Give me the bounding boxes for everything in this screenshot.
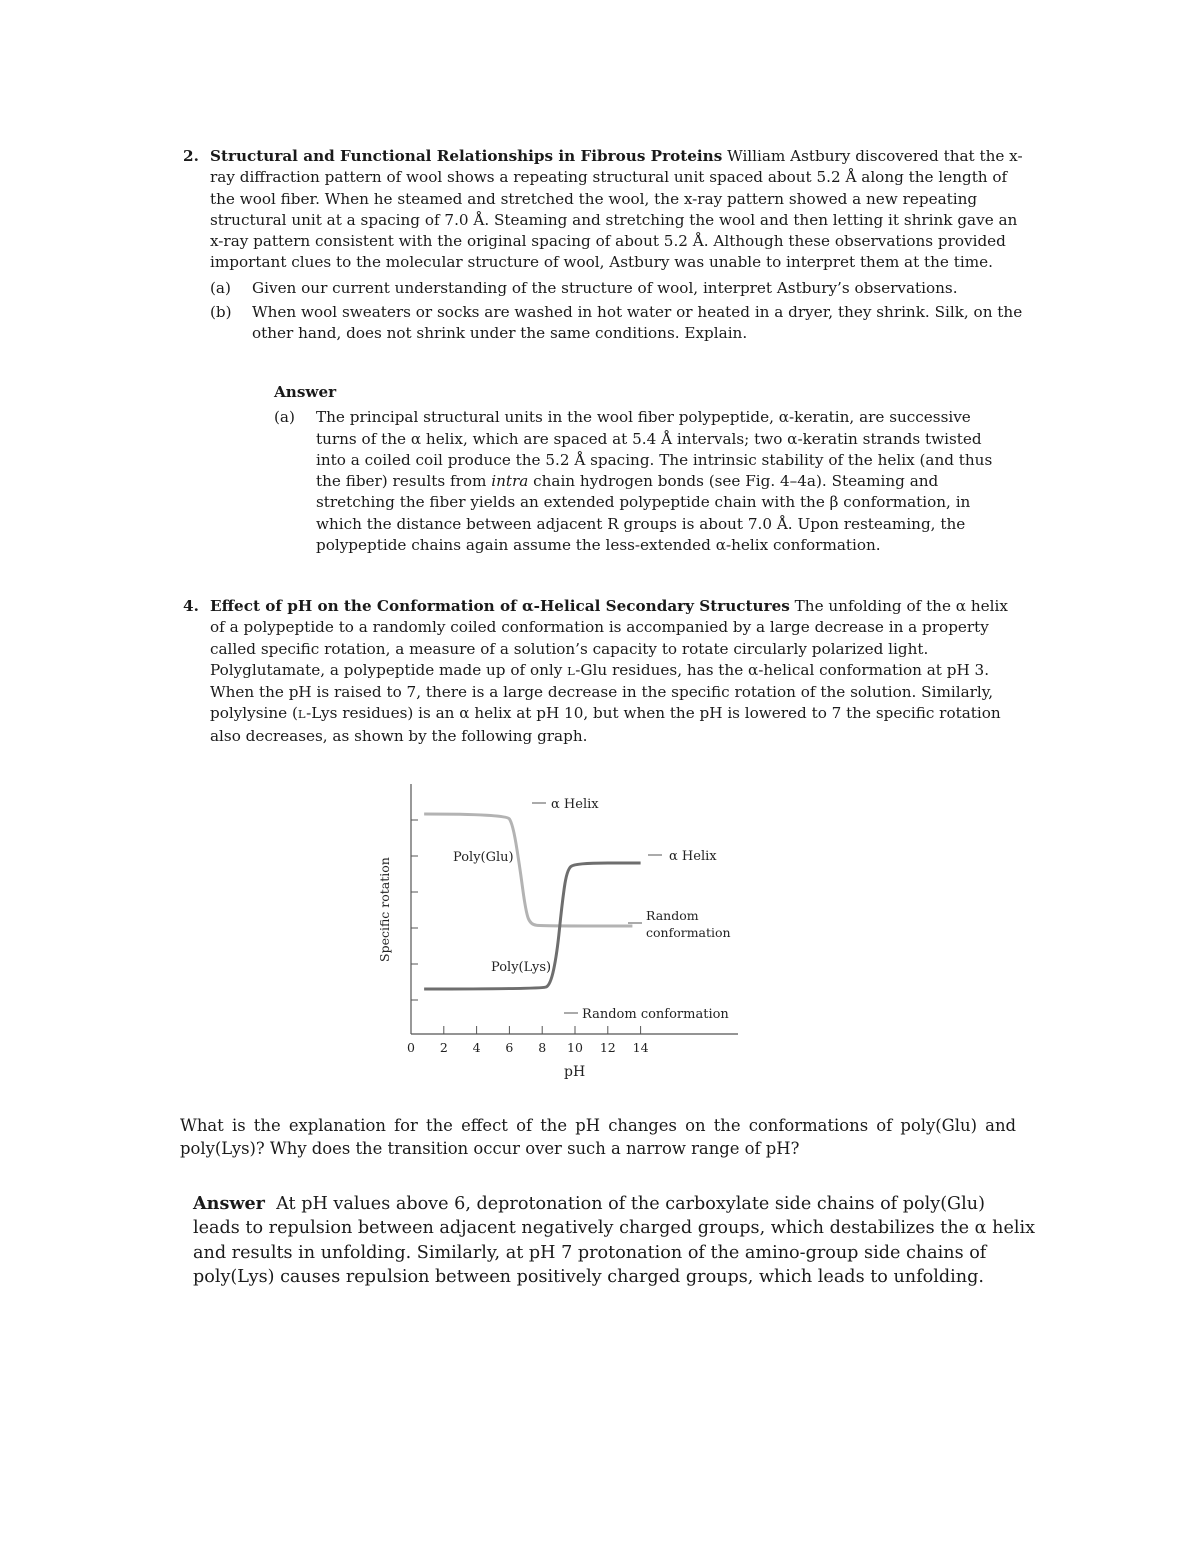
problem-2-statement — [210, 146, 1023, 274]
problem-4-statement — [210, 596, 1023, 747]
answer-text-italic: intra — [491, 472, 529, 491]
lys-random-label: Random conformation — [582, 1007, 729, 1022]
series-line-poly-glu — [424, 814, 632, 926]
answer-part-a — [274, 407, 1014, 556]
problem-number: 2. — [183, 147, 199, 165]
x-ticks — [407, 1026, 649, 1055]
poly-glu-label: Poly(Glu) — [453, 850, 514, 865]
answer-line: leads to repulsion between adjacent negatively charged groups, which destabilizes the α helix — [193, 1218, 1036, 1239]
part-label: (b) — [210, 303, 232, 322]
x-tick-label: 12 — [599, 1040, 616, 1055]
x-tick-label: 4 — [472, 1040, 481, 1055]
part-label: (a) — [210, 278, 231, 297]
y-ticks — [411, 820, 418, 1000]
small-caps-l: L — [567, 663, 576, 678]
x-tick-label: 6 — [505, 1040, 514, 1055]
lys-helix-label: α Helix — [669, 849, 717, 864]
problem-4-question: What is the explanation for the effect of the pH changes on the conformations of poly(Glu) and poly(Lys)? Why does the transition occur over such a narrow range of pH? — [180, 1116, 1016, 1158]
x-tick-label: 2 — [439, 1040, 448, 1055]
part-text: When wool sweaters or socks are washed in hot water or heated in a dryer, they shrink. Silk, on the other hand, does not shrink under the same conditions. Explain. — [252, 303, 1023, 343]
problem-body-1: The unfolding of the α helix of a polypeptide to a randomly coiled conformation is accompanied by a large decrease in a property called specific rotation, a measure of a solution’s capacity to rotate circularly polarized light. Polyglutamate, a polypeptide made up of only — [210, 597, 1008, 679]
problem-number: 4. — [183, 597, 199, 615]
problem-title: Effect of pH on the Conformation of α-Helical Secondary Structures — [210, 597, 790, 615]
problem-title: Structural and Functional Relationships in Fibrous Proteins — [210, 147, 723, 165]
answer-text-2: chain hydrogen bonds (see Fig. 4–4a). Steaming and stretching the fiber yields an extended polypeptide chain with the β conformation, in which the distance between adjacent R groups is about 7.0 Å. Upon resteaming, the polypeptide chains again assume the less-extended α-helix conformation. — [316, 472, 971, 555]
answer-label: Answer — [193, 1193, 265, 1214]
problem-2-answer — [274, 382, 1014, 556]
specific-rotation-chart — [360, 770, 760, 1090]
problem-body-2: -Glu residues, has the α-helical conformation at pH 3. When the pH is raised to 7, there is a large decrease in the specific rotation of the solution. Similarly, polylysine ( — [210, 660, 994, 723]
answer-line: and results in unfolding. Similarly, at pH 7 protonation of the amino-group side chains of — [193, 1242, 987, 1263]
answer-line-text: At pH values above 6, deprotonation of the carboxylate side chains of poly(Glu) — [276, 1194, 985, 1214]
problem-4-answer — [193, 1192, 1036, 1289]
x-axis-label: pH — [564, 1064, 586, 1080]
glu-random-label-1: Random — [646, 908, 699, 923]
x-tick-label: 14 — [632, 1040, 649, 1055]
answer-part-label: (a) — [274, 408, 295, 427]
poly-lys-label: Poly(Lys) — [491, 960, 552, 975]
small-caps-l: L — [297, 707, 307, 722]
answer-line — [193, 1192, 1028, 1216]
problem-body-3: -Lys residues) is an α helix at pH 10, but when the pH is lowered to 7 the specific rotation also decreases, as shown by the following graph. — [210, 704, 1001, 745]
y-axis-label: Specific rotation — [377, 857, 392, 962]
glu-helix-label: α Helix — [551, 797, 599, 812]
glu-random-label-2: conformation — [646, 925, 731, 940]
part-text: Given our current understanding of the structure of wool, interpret Astbury’s observations. — [252, 278, 958, 297]
answer-heading: Answer — [274, 383, 337, 401]
problem-2 — [183, 146, 1023, 345]
answer-line: poly(Lys) causes repulsion between positively charged groups, which leads to unfolding. — [193, 1266, 984, 1287]
x-tick-label: 0 — [407, 1040, 415, 1055]
problem-body: William Astbury discovered that the x-ray diffraction pattern of wool shows a repeating structural unit spaced about 5.2 Å along the length of the wool fiber. When he steamed and stretched the wool, the x-ray pattern showed a new repeating structural unit at a spacing of 7.0 Å. Steaming and stretching the wool and then letting it shrink gave an x-ray pattern consistent with the original spacing of about 5.2 Å. Although these observations provided important clues to the molecular structure of wool, Astbury was unable to interpret them at the time. — [210, 147, 1023, 272]
x-tick-label: 8 — [538, 1040, 547, 1055]
part-b — [210, 302, 1023, 345]
answer-text-1: The principal structural units in the wool fiber polypeptide, α-keratin, are successive turns of the α helix, which are spaced at 5.4 Å intervals; two α-keratin strands twisted into a coiled coil produce the 5.2 Å spacing. The intrinsic stability of the helix (and thus the fiber) results from — [316, 408, 993, 491]
part-a — [210, 278, 1023, 299]
problem-4 — [183, 596, 1023, 747]
x-tick-label: 10 — [567, 1040, 583, 1055]
